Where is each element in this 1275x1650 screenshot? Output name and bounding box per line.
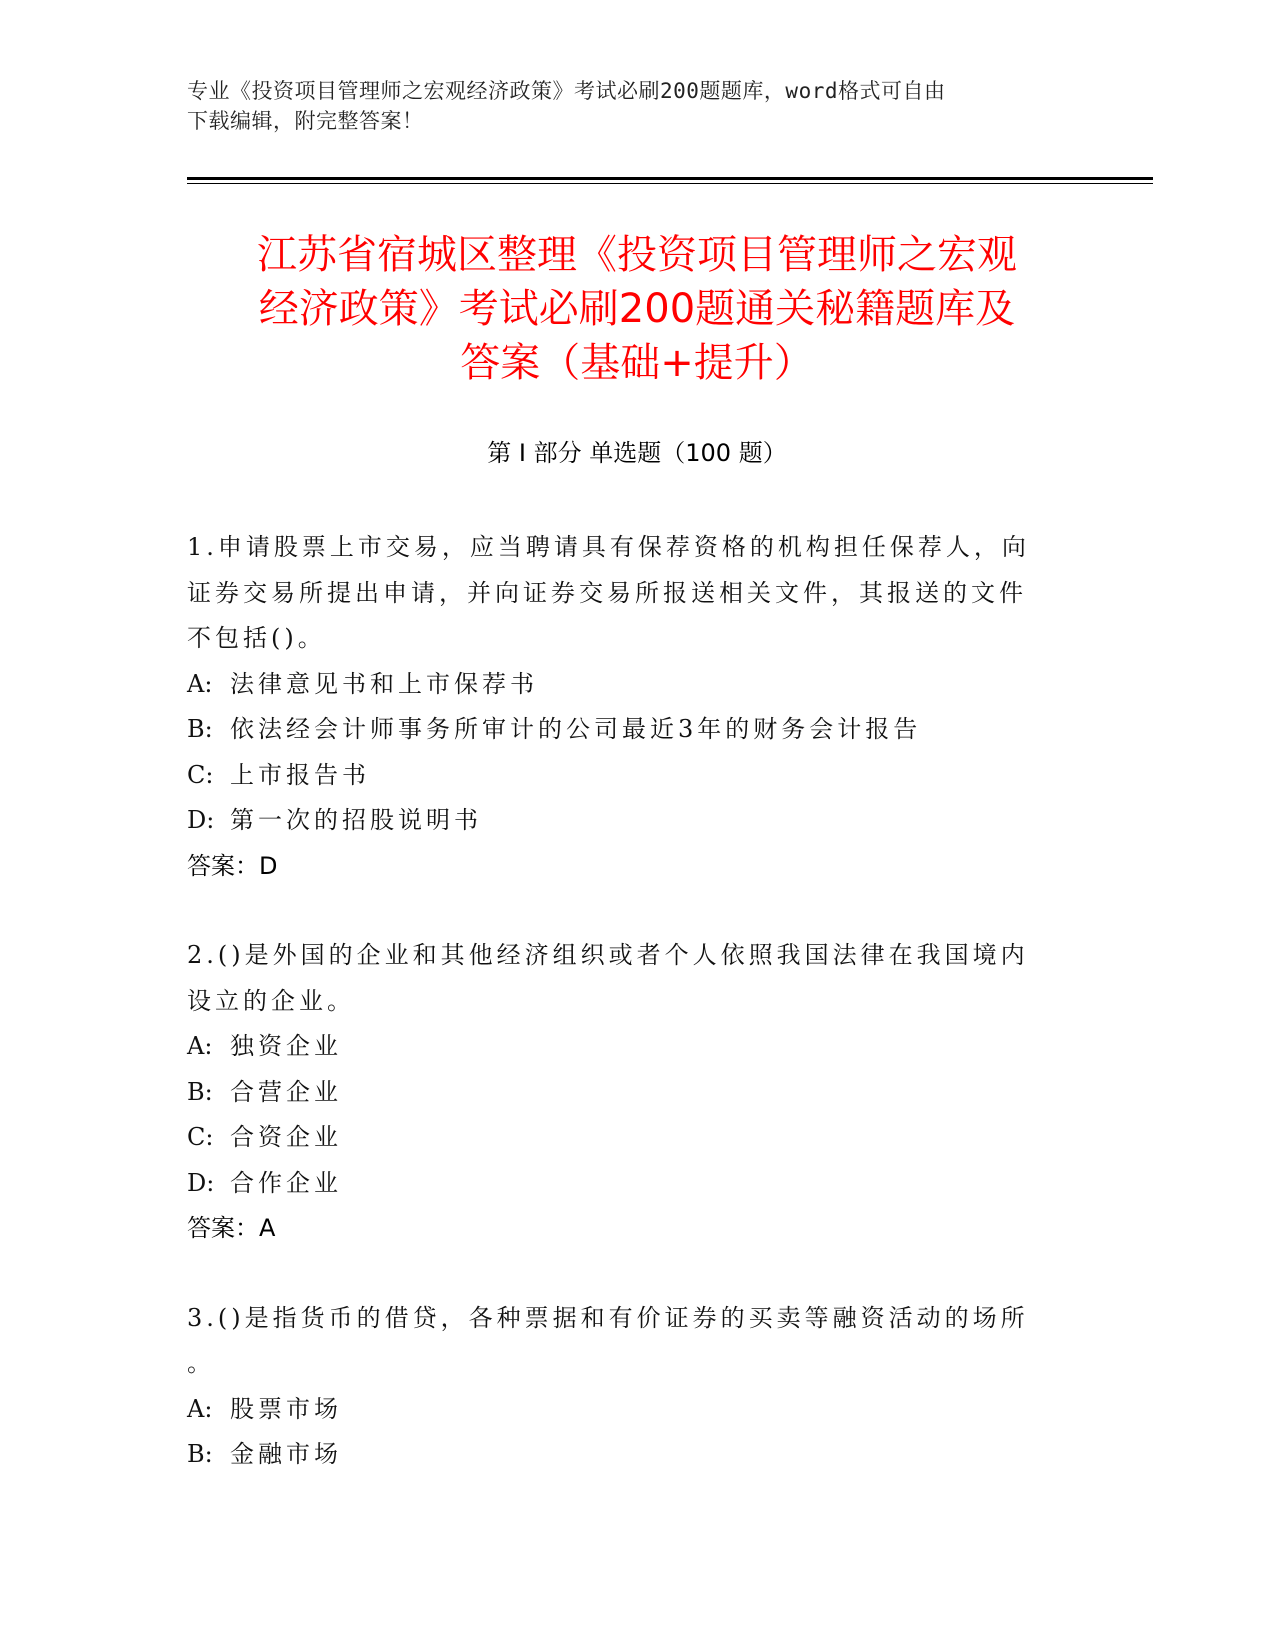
question-3 <box>187 1296 1067 1478</box>
option-letter: D: <box>187 1168 215 1197</box>
answer-label: 答案： <box>187 1214 259 1242</box>
question-list <box>187 525 1067 1522</box>
option-text: 依法经会计师事务所审计的公司最近3年的财务会计报告 <box>230 715 922 743</box>
option-letter: A: <box>187 1032 213 1060</box>
document-title <box>187 228 1087 390</box>
header-divider-thick <box>187 177 1153 180</box>
option-text: 上市报告书 <box>230 760 370 789</box>
stem-line: 2.()是外国的企业和其他经济组织或者个人依照我国法律在我国境内 <box>187 941 1029 969</box>
question-2 <box>187 933 1067 1252</box>
header-divider-thin <box>187 183 1153 184</box>
option-d <box>187 798 1067 844</box>
header-note-line: 下载编辑，附完整答案！ <box>187 109 424 133</box>
option-text: 股票市场 <box>230 1394 342 1423</box>
option-b <box>187 1070 1067 1116</box>
stem-line: 1.申请股票上市交易，应当聘请具有保荐资格的机构担任保荐人，向 <box>187 533 1030 561</box>
option-letter: B: <box>187 1440 213 1468</box>
option-letter: B: <box>187 715 213 743</box>
option-text: 第一次的招股说明书 <box>230 806 482 834</box>
option-text: 合作企业 <box>230 1168 342 1197</box>
answer-line <box>187 844 1067 890</box>
option-text: 独资企业 <box>230 1032 342 1060</box>
option-letter: A: <box>187 1394 213 1423</box>
header-note-line: 专业《投资项目管理师之宏观经济政策》考试必刷200题题库，word格式可自由 <box>187 79 946 103</box>
header-note <box>187 76 1067 136</box>
option-b <box>187 1432 1067 1478</box>
option-c <box>187 1115 1067 1161</box>
option-b <box>187 707 1067 753</box>
stem-line: 。 <box>187 1349 215 1377</box>
option-text: 金融市场 <box>230 1440 342 1468</box>
question-stem <box>187 933 1067 1024</box>
answer-value: D <box>259 851 278 880</box>
option-a <box>187 1024 1067 1070</box>
option-c <box>187 753 1067 799</box>
answer-line <box>187 1206 1067 1252</box>
stem-line: 证券交易所提出申请，并向证券交易所报送相关文件，其报送的文件 <box>187 578 1027 607</box>
option-letter: D: <box>187 806 215 834</box>
question-stem <box>187 525 1067 662</box>
stem-line: 3.()是指货币的借贷，各种票据和有价证券的买卖等融资活动的场所 <box>187 1303 1029 1332</box>
question-1 <box>187 525 1067 889</box>
option-d <box>187 1161 1067 1207</box>
section-title: 第 I 部分 单选题（100 题） <box>487 439 787 467</box>
option-letter: A: <box>187 669 213 698</box>
title-line: 经济政策》考试必刷200题通关秘籍题库及 <box>258 286 1016 332</box>
title-line: 答案（基础+提升） <box>460 340 814 386</box>
answer-label: 答案： <box>187 851 259 880</box>
question-stem <box>187 1296 1067 1387</box>
title-line: 江苏省宿城区整理《投资项目管理师之宏观 <box>257 232 1017 278</box>
option-letter: B: <box>187 1077 213 1106</box>
option-a <box>187 1387 1067 1433</box>
option-text: 合资企业 <box>230 1123 342 1151</box>
option-letter: C: <box>187 1123 214 1151</box>
option-letter: C: <box>187 760 214 789</box>
option-text: 合营企业 <box>230 1077 342 1106</box>
answer-value: A <box>259 1214 276 1242</box>
option-a <box>187 662 1067 708</box>
option-text: 法律意见书和上市保荐书 <box>230 669 538 698</box>
stem-line: 不包括()。 <box>187 624 326 652</box>
stem-line: 设立的企业。 <box>187 986 355 1015</box>
